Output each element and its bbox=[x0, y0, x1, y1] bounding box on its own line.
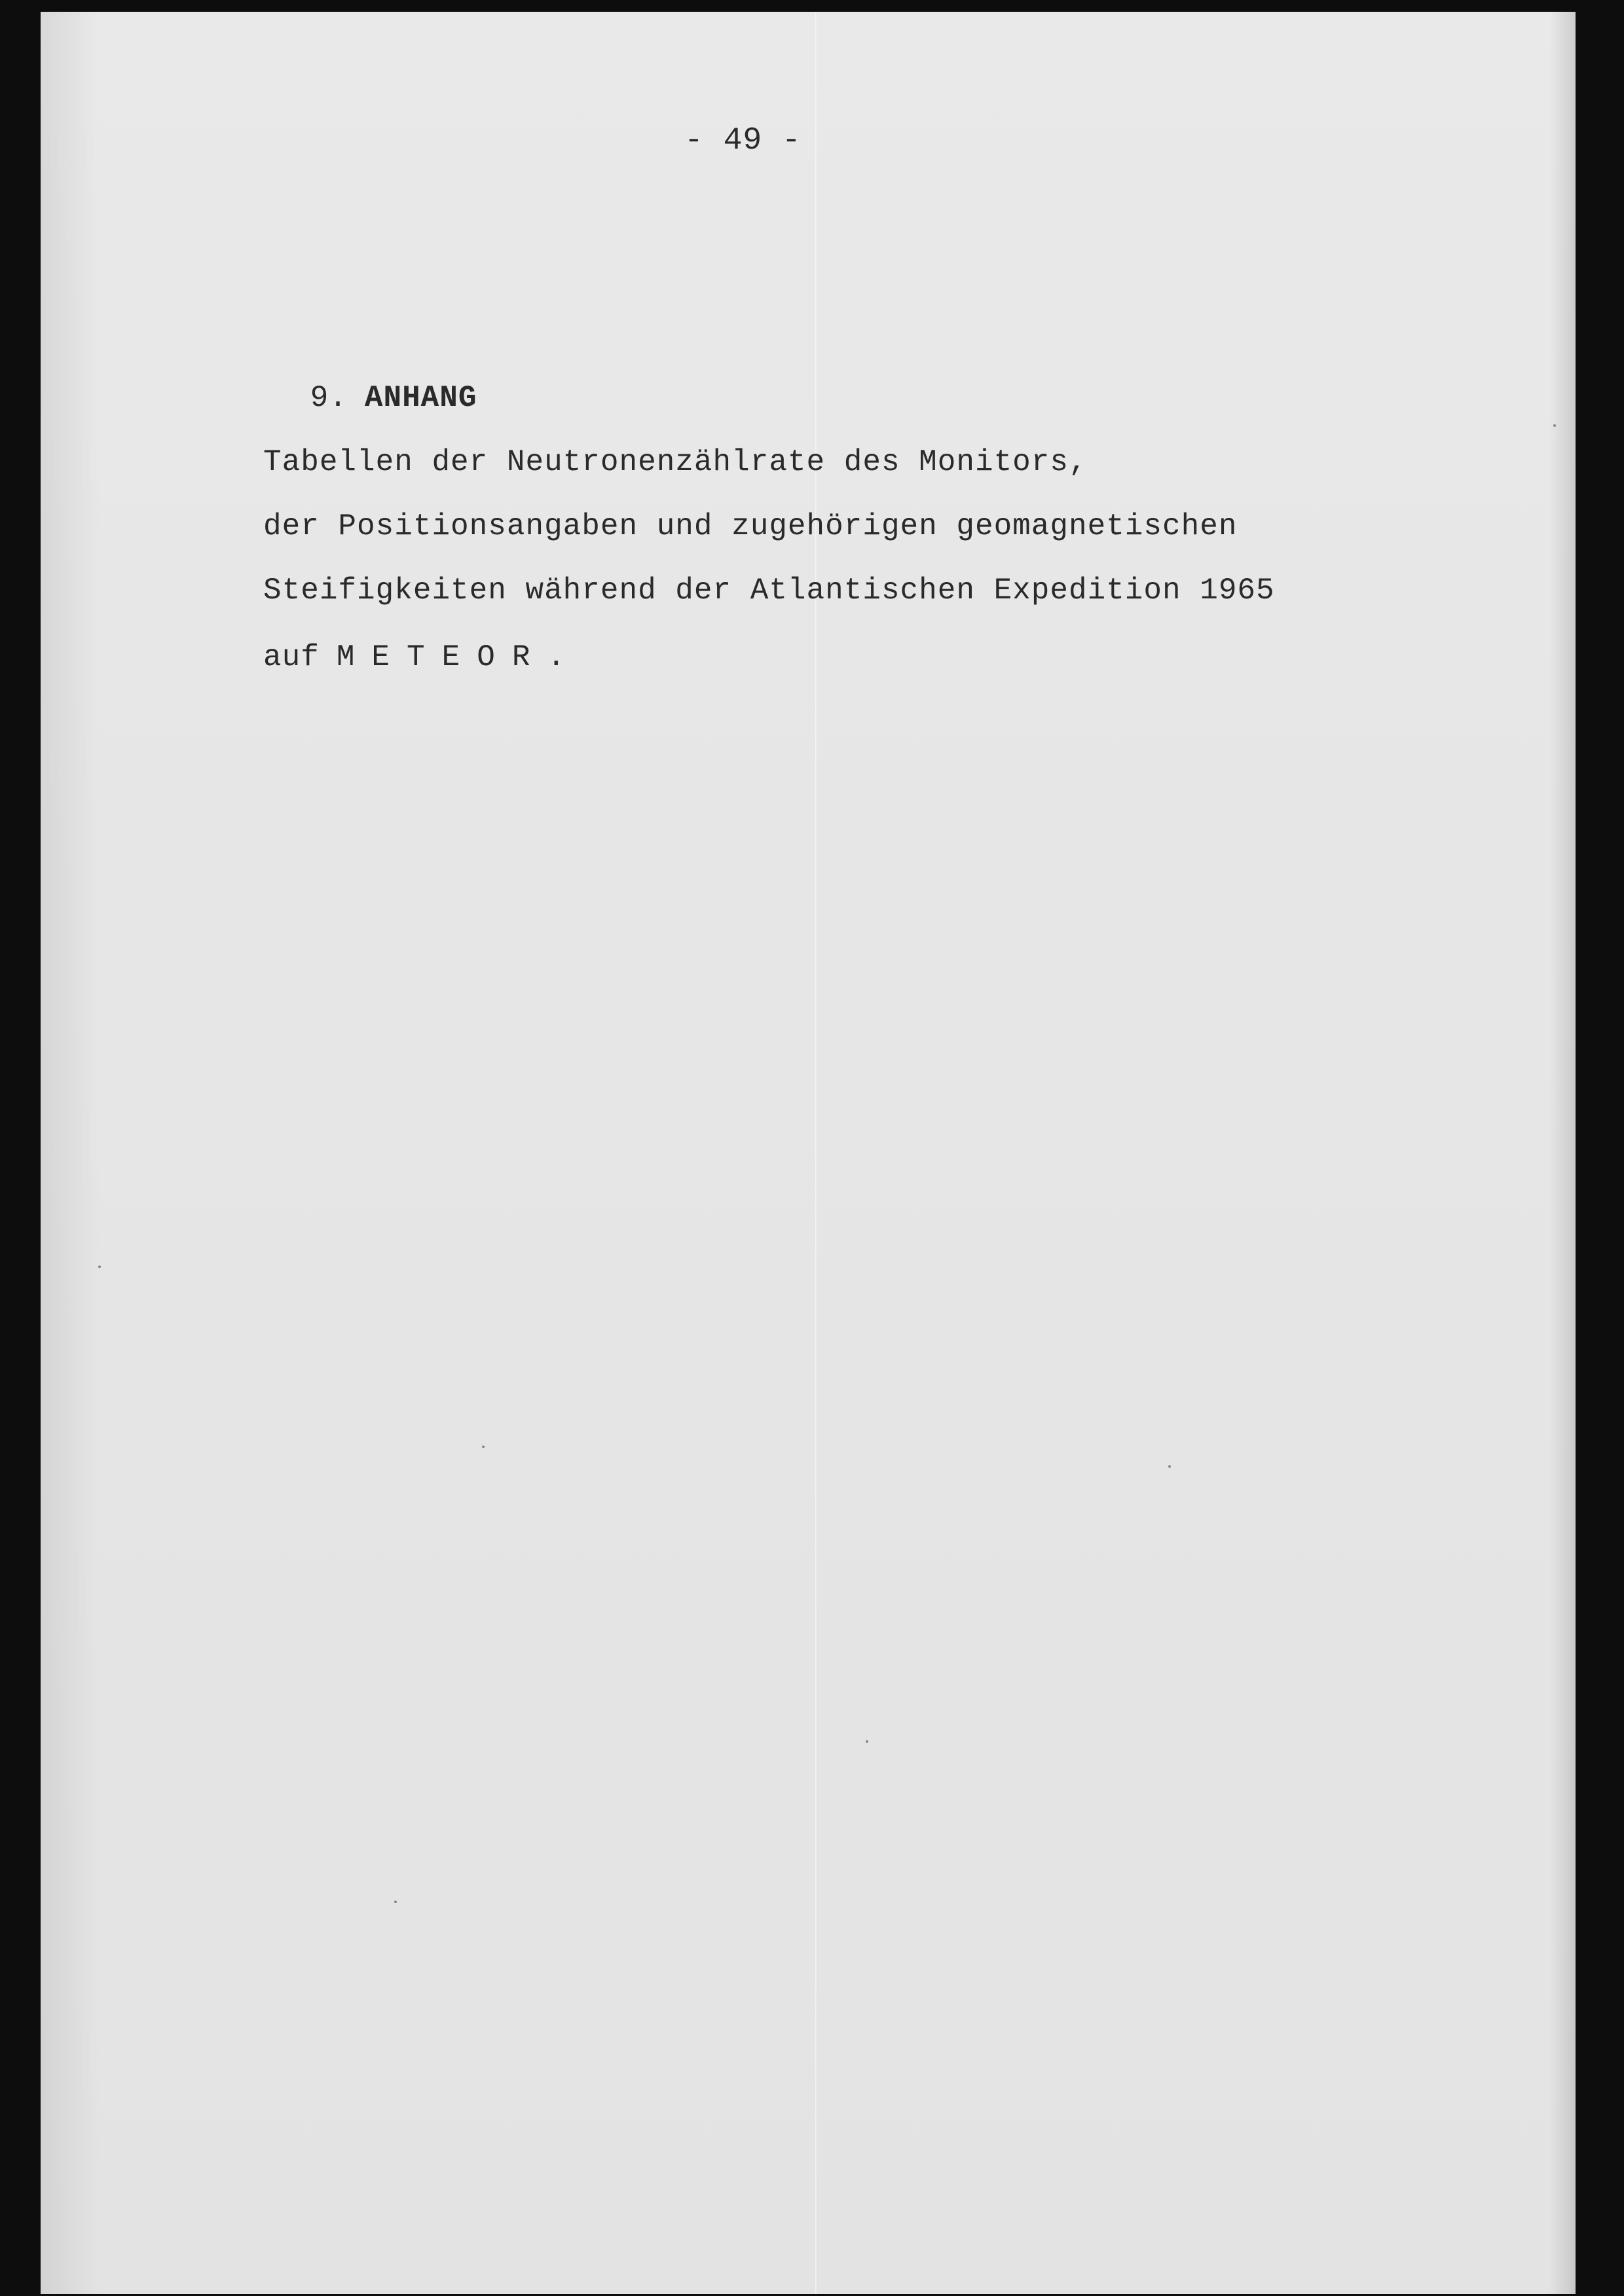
scan-speck bbox=[98, 1266, 101, 1268]
ship-name: METEOR. bbox=[336, 640, 583, 674]
section-heading bbox=[198, 347, 477, 449]
section-number: 9. bbox=[310, 381, 348, 415]
edge-shadow bbox=[1549, 12, 1576, 2294]
document-page bbox=[41, 12, 1576, 2294]
paragraph-line-1: Tabellen der Neutronenzählrate des Monitors, bbox=[263, 445, 1088, 479]
scan-speck bbox=[1168, 1465, 1171, 1468]
scan-speck bbox=[866, 1740, 868, 1743]
paragraph-line-3: Steifigkeiten während der Atlantischen Expedition 1965 bbox=[263, 574, 1275, 608]
paragraph-line-2: der Positionsangaben und zugehörigen geomagnetischen bbox=[263, 509, 1238, 543]
page-fold-line bbox=[815, 12, 817, 2294]
line-4-prefix: auf bbox=[263, 640, 320, 674]
page-number: - 49 - bbox=[684, 123, 802, 158]
scan-speck bbox=[1553, 424, 1556, 427]
margin-shadow bbox=[41, 12, 100, 2294]
scan-speck bbox=[394, 1901, 397, 1903]
paragraph-line-4 bbox=[263, 640, 582, 674]
scan-speck bbox=[482, 1446, 485, 1448]
section-title: ANHANG bbox=[364, 381, 477, 415]
